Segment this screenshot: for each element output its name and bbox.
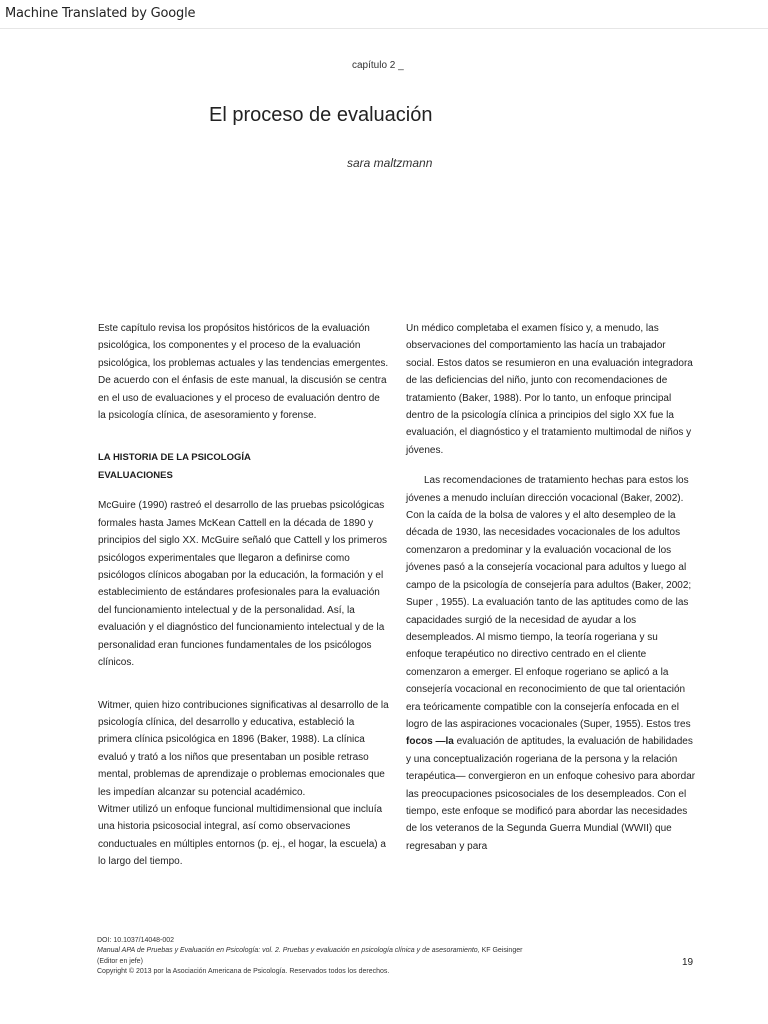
translation-banner: [0, 0, 768, 29]
banner-text: Machine Translated by Google: [5, 6, 196, 21]
right-column: [406, 320, 696, 855]
abstract-paragraph: Este capítulo revisa los propósitos históricos de la evaluación psicológica, los componentes y el proceso de la evaluación psicológica, los problemas actuales y las tendencias emergentes. De acuerdo con el énfasis de este manual, la discusión se centra en el uso de evaluaciones y el proceso de evaluación dentro de la psicología clínica, de asesoramiento y forense.: [98, 323, 389, 422]
section-heading: [98, 449, 390, 484]
page-title: El proceso de evaluación: [209, 104, 433, 126]
history-paragraph-2: Witmer, quien hizo contribuciones significativas al desarrollo de la psicología clínica, del desarrollo y educativa, estableció la primera clínica psicológica en 1896 (Baker, 1988). La clínica evaluó y trató a los niños que presentaban un posible retraso mental, problemas de aprendizaje o problemas emocionales que les impedían alcanzar su potencial académico.: [98, 699, 389, 798]
footer-citation-title: Manual APA de Pruebas y Evaluación en Psicología: vol. 2. Pruebas y evaluación en psicología clínica y de asesoramiento,: [97, 947, 480, 955]
footer-citation: [97, 946, 597, 956]
right-paragraph-2: [406, 472, 696, 855]
chapter-label: capítulo 2 _: [352, 60, 404, 71]
page-number: 19: [682, 957, 694, 968]
right-paragraph-1: Un médico completaba el examen físico y, a menudo, las observaciones del comportamiento las hacía un trabajador social. Estos datos se resumieron en una evaluación integradora de las deficiencias del niño, junto con recomendaciones de tratamiento (Baker, 1988). Por lo tanto, un enfoque principal dentro de la psicología clínica a principios del siglo XX fue la evaluación, el diagnóstico y el tratamiento multimodal de niños y jóvenes.: [406, 323, 693, 456]
page-footer: [97, 936, 597, 978]
section-heading-line1: LA HISTORIA DE LA PSICOLOGÍA: [98, 452, 251, 464]
right-paragraph-2-part2: evaluación de aptitudes, la evaluación de habilidades y una conceptualización rogeriana de la persona y la relación terapéutica— convergieron en un enfoque cohesivo para abordar las preocupaciones psicosociales de los desempleados. Con el tiempo, este enfoque se modificó para abordar las necesidades de los veteranos de la Segunda Guerra Mundial (WWII) que regresaban y para: [406, 736, 696, 852]
footer-editor: (Editor en jefe): [97, 957, 143, 965]
bold-word-la: —la: [435, 736, 454, 748]
footer-citation-author: KF Geisinger: [479, 947, 523, 955]
right-paragraph-2-part1: Las recomendaciones de tratamiento hechas para estos los jóvenes a menudo incluían dirección vocacional (Baker, 2002). Con la caída de la bolsa de valores y el alto desempleo de la década de 1930, las necesidades vocacionales de los adultos comenzaron a predominar y la evaluación vocacional de los jóvenes pasó a la consejería vocacional para adultos y luego al campo de la psicología de consejería para adultos (Baker, 2002; Super , 1955). La evaluación tanto de las aptitudes como de las capacidades surgió de la necesidad de ayudar a los desempleados. Al mismo tiempo, la teoría rogeriana y su enfoque terapéutico no directivo centrado en el cliente comenzaron a emerger. El enfoque rogeriano se aplicó a la consejería vocacional en reconocimiento de que tal orientación era teóricamente compatible con la consejería enfocada en el logro de las aspiraciones vocacionales (Super, 1955). Estos tres: [406, 475, 692, 730]
history-paragraph-1: McGuire (1990) rastreó el desarrollo de las pruebas psicológicas formales hasta James McKean Cattell en la década de 1890 y principios del siglo XX. McGuire señaló que Cattell y los primeros psicólogos experimentales que llegaron a definirse como psicólogos clínicos abogaban por la educación, la formación y el establecimiento de estándares profesionales para la evaluación del funcionamiento intelectual y de la personalidad. Así, la evaluación y el diagnóstico del funcionamiento intelectual y de la personalidad eran funciones fundamentales de los psicólogos clínicos.: [98, 500, 388, 669]
bold-word-focos: focos: [406, 736, 433, 748]
left-column: [98, 320, 390, 871]
author-name: sara maltzmann: [347, 156, 433, 170]
footer-doi: DOI: 10.1037/14048-002: [97, 937, 175, 944]
section-heading-line2: EVALUACIONES: [98, 469, 173, 481]
history-paragraph-3: Witmer utilizó un enfoque funcional multidimensional que incluía una historia psicosocial integral, así como observaciones conductuales en múltiples entornos (p. ej., el hogar, la escuela) a lo largo del tiempo.: [98, 803, 386, 868]
footer-copyright: Copyright © 2013 por la Asociación Americana de Psicología. Reservados todos los derechos.: [97, 968, 390, 976]
